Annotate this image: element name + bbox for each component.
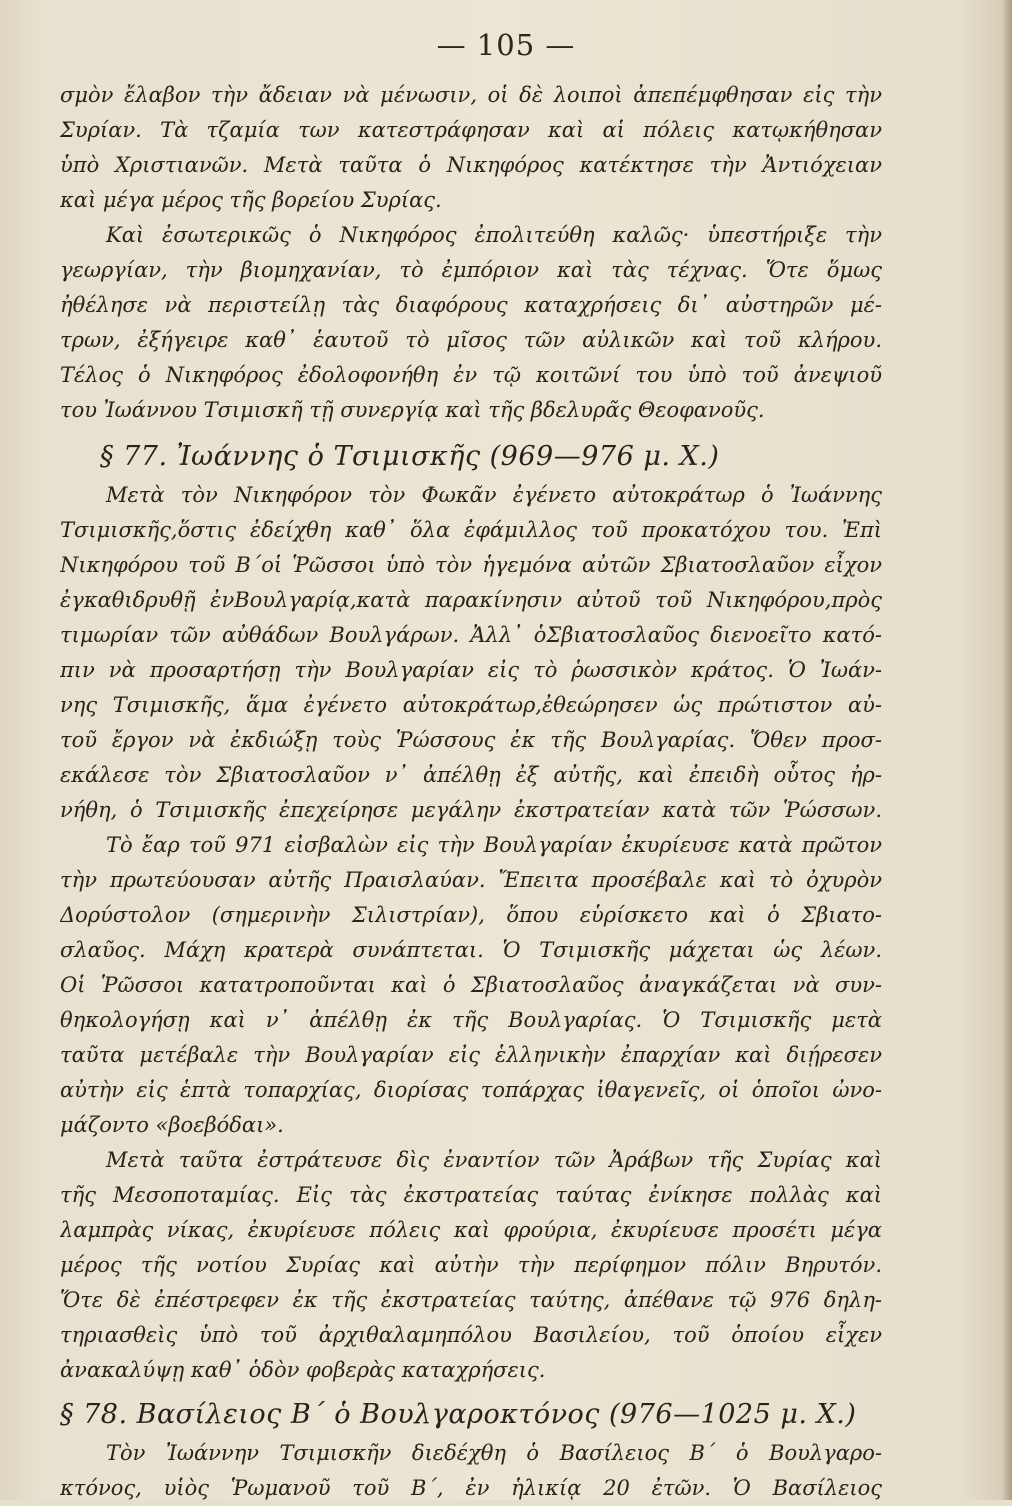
text-line: Συρίαν. Τὰ τζαμία των κατεστράφησαν καὶ αἱ πόλεις κατῳκήθησαν xyxy=(60,118,882,142)
text-line: Μετὰ τὸν Νικηφόρον τὸν Φωκᾶν ἐγένετο αὐτοκράτωρ ὁ Ἰωάννης xyxy=(106,483,882,507)
text-line: Μετὰ ταῦτα ἐστράτευσε δὶς ἐναντίον τῶν Ἀράβων τῆς Συρίας καὶ xyxy=(106,1148,882,1172)
text-line: καὶ μέγα μέρος τῆς βορείου Συρίας. xyxy=(60,188,442,212)
text-line: Οἱ Ῥῶσσοι κατατροποῦνται καὶ ὁ Σβιατοσλαῦος ἀναγκάζεται νὰ συν- xyxy=(60,973,882,997)
text-line: ἠθέλησε νὰ περιστείλῃ τὰς διαφόρους καταχρήσεις δι᾽ αὐστηρῶν μέ- xyxy=(60,293,882,317)
text-line: τὴν πρωτεύουσαν αὐτῆς Πραισλαύαν. Ἔπειτα προσέβαλε καὶ τὸ ὀχυρὸν xyxy=(60,868,882,892)
page-body xyxy=(60,78,882,1506)
text-line: Ὅτε δὲ ἐπέστρεφεν ἐκ τῆς ἐκστρατείας ταύτης, ἀπέθανε τῷ 976 δηλη- xyxy=(60,1288,882,1312)
text-line: Τσιμισκῆς,ὅστις ἐδείχθη καθ᾽ ὅλα ἐφάμιλλος τοῦ προκατόχου του. Ἐπὶ xyxy=(60,518,882,542)
text-line: τηριασθεὶς ὑπὸ τοῦ ἀρχιθαλαμηπόλου Βασιλείου, τοῦ ὁποίου εἶχεν xyxy=(60,1323,882,1347)
text-line: ἐγκαθιδρυθῇ ἐνΒουλγαρίᾳ,κατὰ παρακίνησιν αὐτοῦ τοῦ Νικηφόρου,πρὸς xyxy=(60,588,882,612)
text-line: κτόνος, υἱὸς Ῥωμανοῦ τοῦ Β΄, ἐν ἡλικίᾳ 20 ἐτῶν. Ὁ Βασίλειος xyxy=(60,1476,882,1500)
text-line: θηκολογήσῃ καὶ ν᾽ ἀπέλθῃ ἐκ τῆς Βουλγαρίας. Ὁ Τσιμισκῆς μετὰ xyxy=(60,1008,882,1032)
text-line: Τὸν Ἰωάννην Τσιμισκῆν διεδέχθη ὁ Βασίλειος Β΄ ὁ Βουλγαρο- xyxy=(106,1441,882,1465)
text-line: ὑπὸ Χριστιανῶν. Μετὰ ταῦτα ὁ Νικηφόρος κατέκτησε τὴν Ἀντιόχειαν xyxy=(60,153,882,177)
text-line: τρων, ἐξήγειρε καθ᾽ ἑαυτοῦ τὸ μῖσος τῶν αὐλικῶν καὶ τοῦ κλήρου. xyxy=(60,328,882,352)
text-line: Τὸ ἔαρ τοῦ 971 εἰσβαλὼν εἰς τὴν Βουλγαρίαν ἐκυρίευσε κατὰ πρῶτον xyxy=(106,833,882,857)
text-line: σμὸν ἔλαβον τὴν ἄδειαν νὰ μένωσιν, οἱ δὲ λοιποὶ ἀπεπέμφθησαν εἰς τὴν xyxy=(60,83,882,107)
text-line: Νικηφόρου τοῦ Β΄οἱ Ῥῶσσοι ὑπὸ τὸν ἡγεμόνα αὐτῶν Σβιατοσλαῦον εἶχον xyxy=(60,553,882,577)
text-line: μάζοντο «βοεβόδαι». xyxy=(60,1113,284,1137)
text-line: πιν νὰ προσαρτήσῃ τὴν Βουλγαρίαν εἰς τὸ ῥωσσικὸν κράτος. Ὁ Ἰωάν- xyxy=(60,658,882,682)
section-77-heading: § 77. Ἰωάννης ὁ Τσιμισκῆς (969—976 μ. Χ.) xyxy=(100,441,720,472)
text-line: τιμωρίαν τῶν αὐθάδων Βουλγάρων. Ἀλλ᾽ ὁΣβιατοσλαῦος διενοεῖτο κατό- xyxy=(60,623,882,647)
page-edge-shadow xyxy=(1002,0,1012,1500)
section-78-heading: § 78. Βασίλειος Β΄ ὁ Βουλγαροκτόνος (976—1025 μ. Χ.) xyxy=(60,1399,857,1430)
text-line: Δορύστολον (σημερινὴν Σιλιστρίαν), ὅπου εὑρίσκετο καὶ ὁ Σβιατο- xyxy=(60,903,882,927)
text-line: Τέλος ὁ Νικηφόρος ἐδολοφονήθη ἐν τῷ κοιτῶνί του ὑπὸ τοῦ ἀνεψιοῦ xyxy=(60,363,882,387)
text-line: εκάλεσε τὸν Σβιατοσλαῦον ν᾽ ἀπέλθῃ ἐξ αὐτῆς, καὶ ἐπειδὴ οὗτος ἠρ- xyxy=(60,763,882,787)
text-line: λαμπρὰς νίκας, ἐκυρίευσε πόλεις καὶ φρούρια, ἐκυρίευσε προσέτι μέγα xyxy=(60,1218,882,1242)
text-line: νήθη, ὁ Τσιμισκῆς ἐπεχείρησε μεγάλην ἐκστρατείαν κατὰ τῶν Ῥώσσων. xyxy=(60,798,882,822)
text-line: νης Τσιμισκῆς, ἅμα ἐγένετο αὐτοκράτωρ,ἐθεώρησεν ὡς πρώτιστον αὐ- xyxy=(60,693,882,717)
page-number: — 105 — xyxy=(436,28,576,62)
text-line: ἀνακαλύψῃ καθ᾽ ὁδὸν φοβερὰς καταχρήσεις. xyxy=(60,1358,546,1382)
text-line: αὐτὴν εἰς ἑπτὰ τοπαρχίας, διορίσας τοπάρχας ἰθαγενεῖς, οἱ ὁποῖοι ὠνο- xyxy=(60,1078,882,1102)
text-line: τῆς Μεσοποταμίας. Εἰς τὰς ἐκστρατείας ταύτας ἐνίκησε πολλὰς καὶ xyxy=(60,1183,882,1207)
text-line: σλαῦος. Μάχη κρατερὰ συνάπτεται. Ὁ Τσιμισκῆς μάχεται ὡς λέων. xyxy=(60,938,882,962)
text-line: τοῦ ἔργον νὰ ἐκδιώξῃ τοὺς Ῥώσσους ἐκ τῆς Βουλγαρίας. Ὅθεν προσ- xyxy=(60,728,882,752)
text-line: του Ἰωάννου Τσιμισκῆ τῇ συνεργίᾳ καὶ τῆς βδελυρᾶς Θεοφανοῦς. xyxy=(60,398,765,422)
text-line: γεωργίαν, τὴν βιομηχανίαν, τὸ ἐμπόριον καὶ τὰς τέχνας. Ὅτε ὅμως xyxy=(60,258,882,282)
text-line: μέρος τῆς νοτίου Συρίας καὶ αὐτὴν τὴν περίφημον πόλιν Βηρυτόν. xyxy=(60,1253,882,1277)
text-line: ταῦτα μετέβαλε τὴν Βουλγαρίαν εἰς ἑλληνικὴν ἐπαρχίαν καὶ διῄρεσεν xyxy=(60,1043,882,1067)
text-line: Καὶ ἐσωτερικῶς ὁ Νικηφόρος ἐπολιτεύθη καλῶς· ὑπεστήριξε τὴν xyxy=(106,223,882,247)
